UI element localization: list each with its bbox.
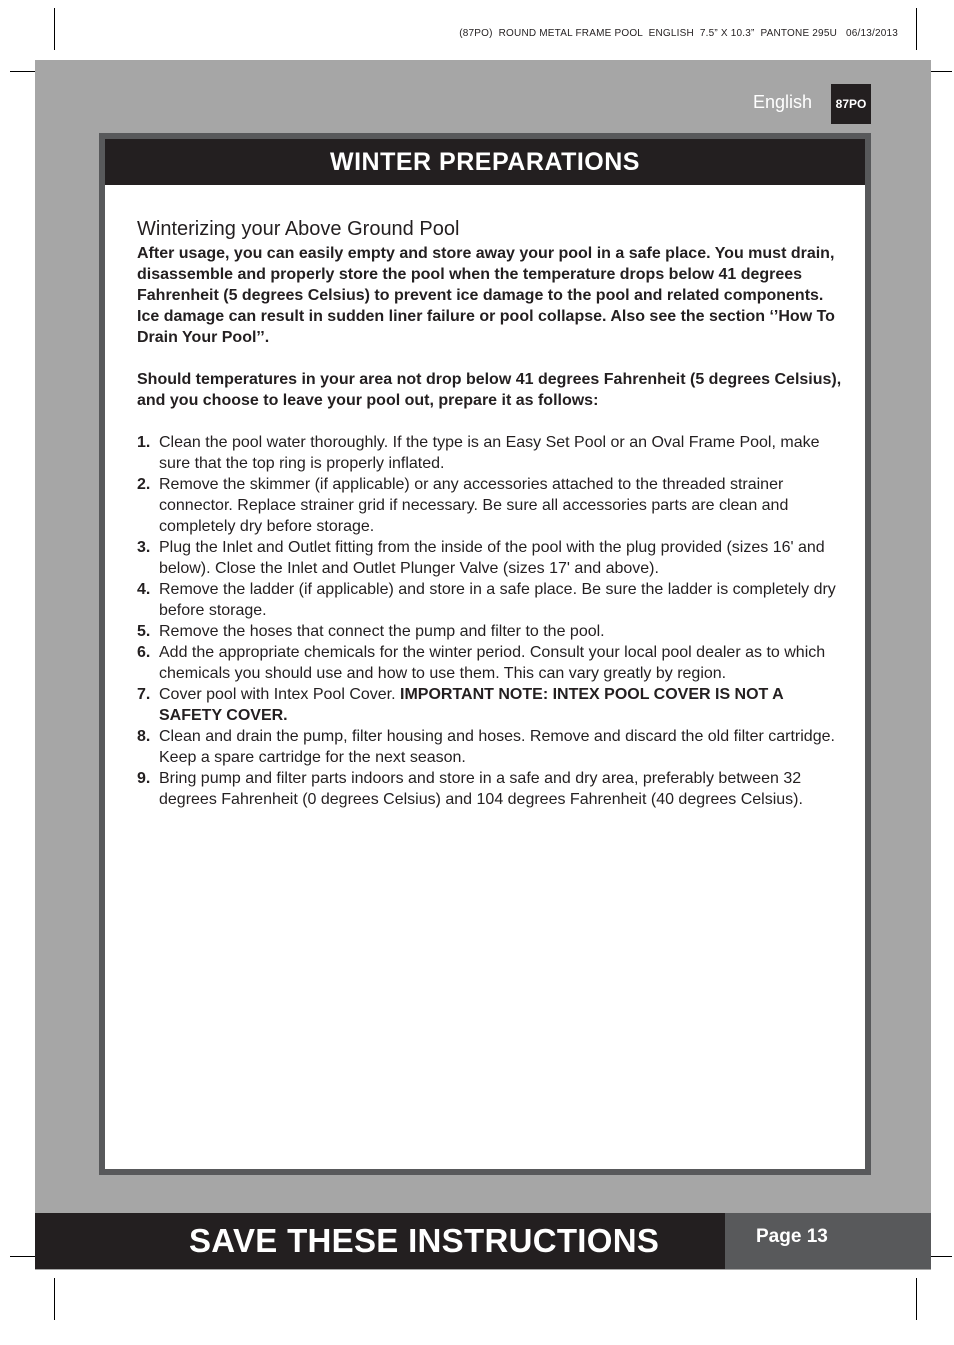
list-item xyxy=(137,684,849,726)
footer-title: SAVE THESE INSTRUCTIONS xyxy=(189,1222,660,1259)
step-number: 6. xyxy=(137,644,151,661)
condition-paragraph: Should temperatures in your area not drop below 41 degrees Fahrenheit (5 degrees Celsius), and you choose to leave your pool out, prepare it as follows: xyxy=(137,371,842,409)
language-label: English xyxy=(753,92,813,112)
list-item xyxy=(137,621,849,642)
step-text: Remove the ladder (if applicable) and store in a safe place. Be sure the ladder is completely dry before storage. xyxy=(159,581,836,619)
step-number: 4. xyxy=(137,581,151,598)
step-number: 2. xyxy=(137,476,151,493)
step-text: Plug the Inlet and Outlet fitting from the inside of the pool with the plug provided (sizes 16' and below). Close the Inlet and Outlet Plunger Valve (sizes 17' and above). xyxy=(159,539,825,577)
important-note: IMPORTANT NOTE: INTEX POOL COVER IS NOT A SAFETY COVER. xyxy=(159,686,784,724)
step-number: 5. xyxy=(137,623,151,640)
crop-mark xyxy=(916,8,917,50)
step-text: Remove the skimmer (if applicable) or any accessories attached to the threaded strainer connector. Replace strainer grid if necessary. Be sure all accessories parts are clean and completely dry before storage. xyxy=(159,476,789,535)
step-text: Clean and drain the pump, filter housing and hoses. Remove and discard the old filter cartridge. Keep a spare cartridge for the next season. xyxy=(159,728,835,766)
content-panel xyxy=(99,133,871,1175)
panel-title: WINTER PREPARATIONS xyxy=(105,139,865,185)
crop-mark xyxy=(916,1278,917,1320)
list-item xyxy=(137,726,849,768)
crop-mark xyxy=(54,8,55,50)
panel-content xyxy=(137,217,849,810)
step-text: Clean the pool water thoroughly. If the type is an Easy Set Pool or an Oval Frame Pool, make sure that the top ring is properly inflated. xyxy=(159,434,820,472)
step-text: Remove the hoses that connect the pump and filter to the pool. xyxy=(159,623,605,640)
list-item xyxy=(137,768,849,810)
page-number: Page 13 xyxy=(756,1226,828,1247)
list-item xyxy=(137,537,849,579)
list-item xyxy=(137,474,849,537)
crop-mark xyxy=(54,1278,55,1320)
step-text: Add the appropriate chemicals for the winter period. Consult your local pool dealer as to which chemicals you should use and how to use them. This can vary greatly by region. xyxy=(159,644,826,682)
intro-paragraph: After usage, you can easily empty and store away your pool in a safe place. You must drain, disassemble and properly store the pool when the temperature drops below 41 degrees Fahrenheit (5 degrees Celsius) to prevent ice damage to the pool and related components. Ice damage can result in sudden liner failure or pool collapse. Also see the section ‘’How To Drain Your Pool’’. xyxy=(137,245,835,346)
step-text: Cover pool with Intex Pool Cover. xyxy=(159,686,401,703)
print-info: (87PO) ROUND METAL FRAME POOL ENGLISH 7.5” X 10.3” PANTONE 295U 06/13/2013 xyxy=(459,28,898,39)
step-text: Bring pump and filter parts indoors and store in a safe and dry area, preferably between 32 degrees Fahrenheit (0 degrees Celsius) and 104 degrees Fahrenheit (40 degrees Celsius). xyxy=(159,770,803,808)
step-number: 1. xyxy=(137,434,151,451)
step-number: 9. xyxy=(137,770,151,787)
step-number: 8. xyxy=(137,728,151,745)
step-number: 7. xyxy=(137,686,151,703)
step-number: 3. xyxy=(137,539,151,556)
section-title: Winterizing your Above Ground Pool xyxy=(137,218,460,240)
list-item xyxy=(137,579,849,621)
model-code-badge: 87PO xyxy=(831,84,871,124)
list-item xyxy=(137,432,849,474)
list-item xyxy=(137,642,849,684)
steps-list xyxy=(137,432,849,810)
page-number-box xyxy=(725,1213,931,1269)
footer-bar xyxy=(35,1213,725,1269)
